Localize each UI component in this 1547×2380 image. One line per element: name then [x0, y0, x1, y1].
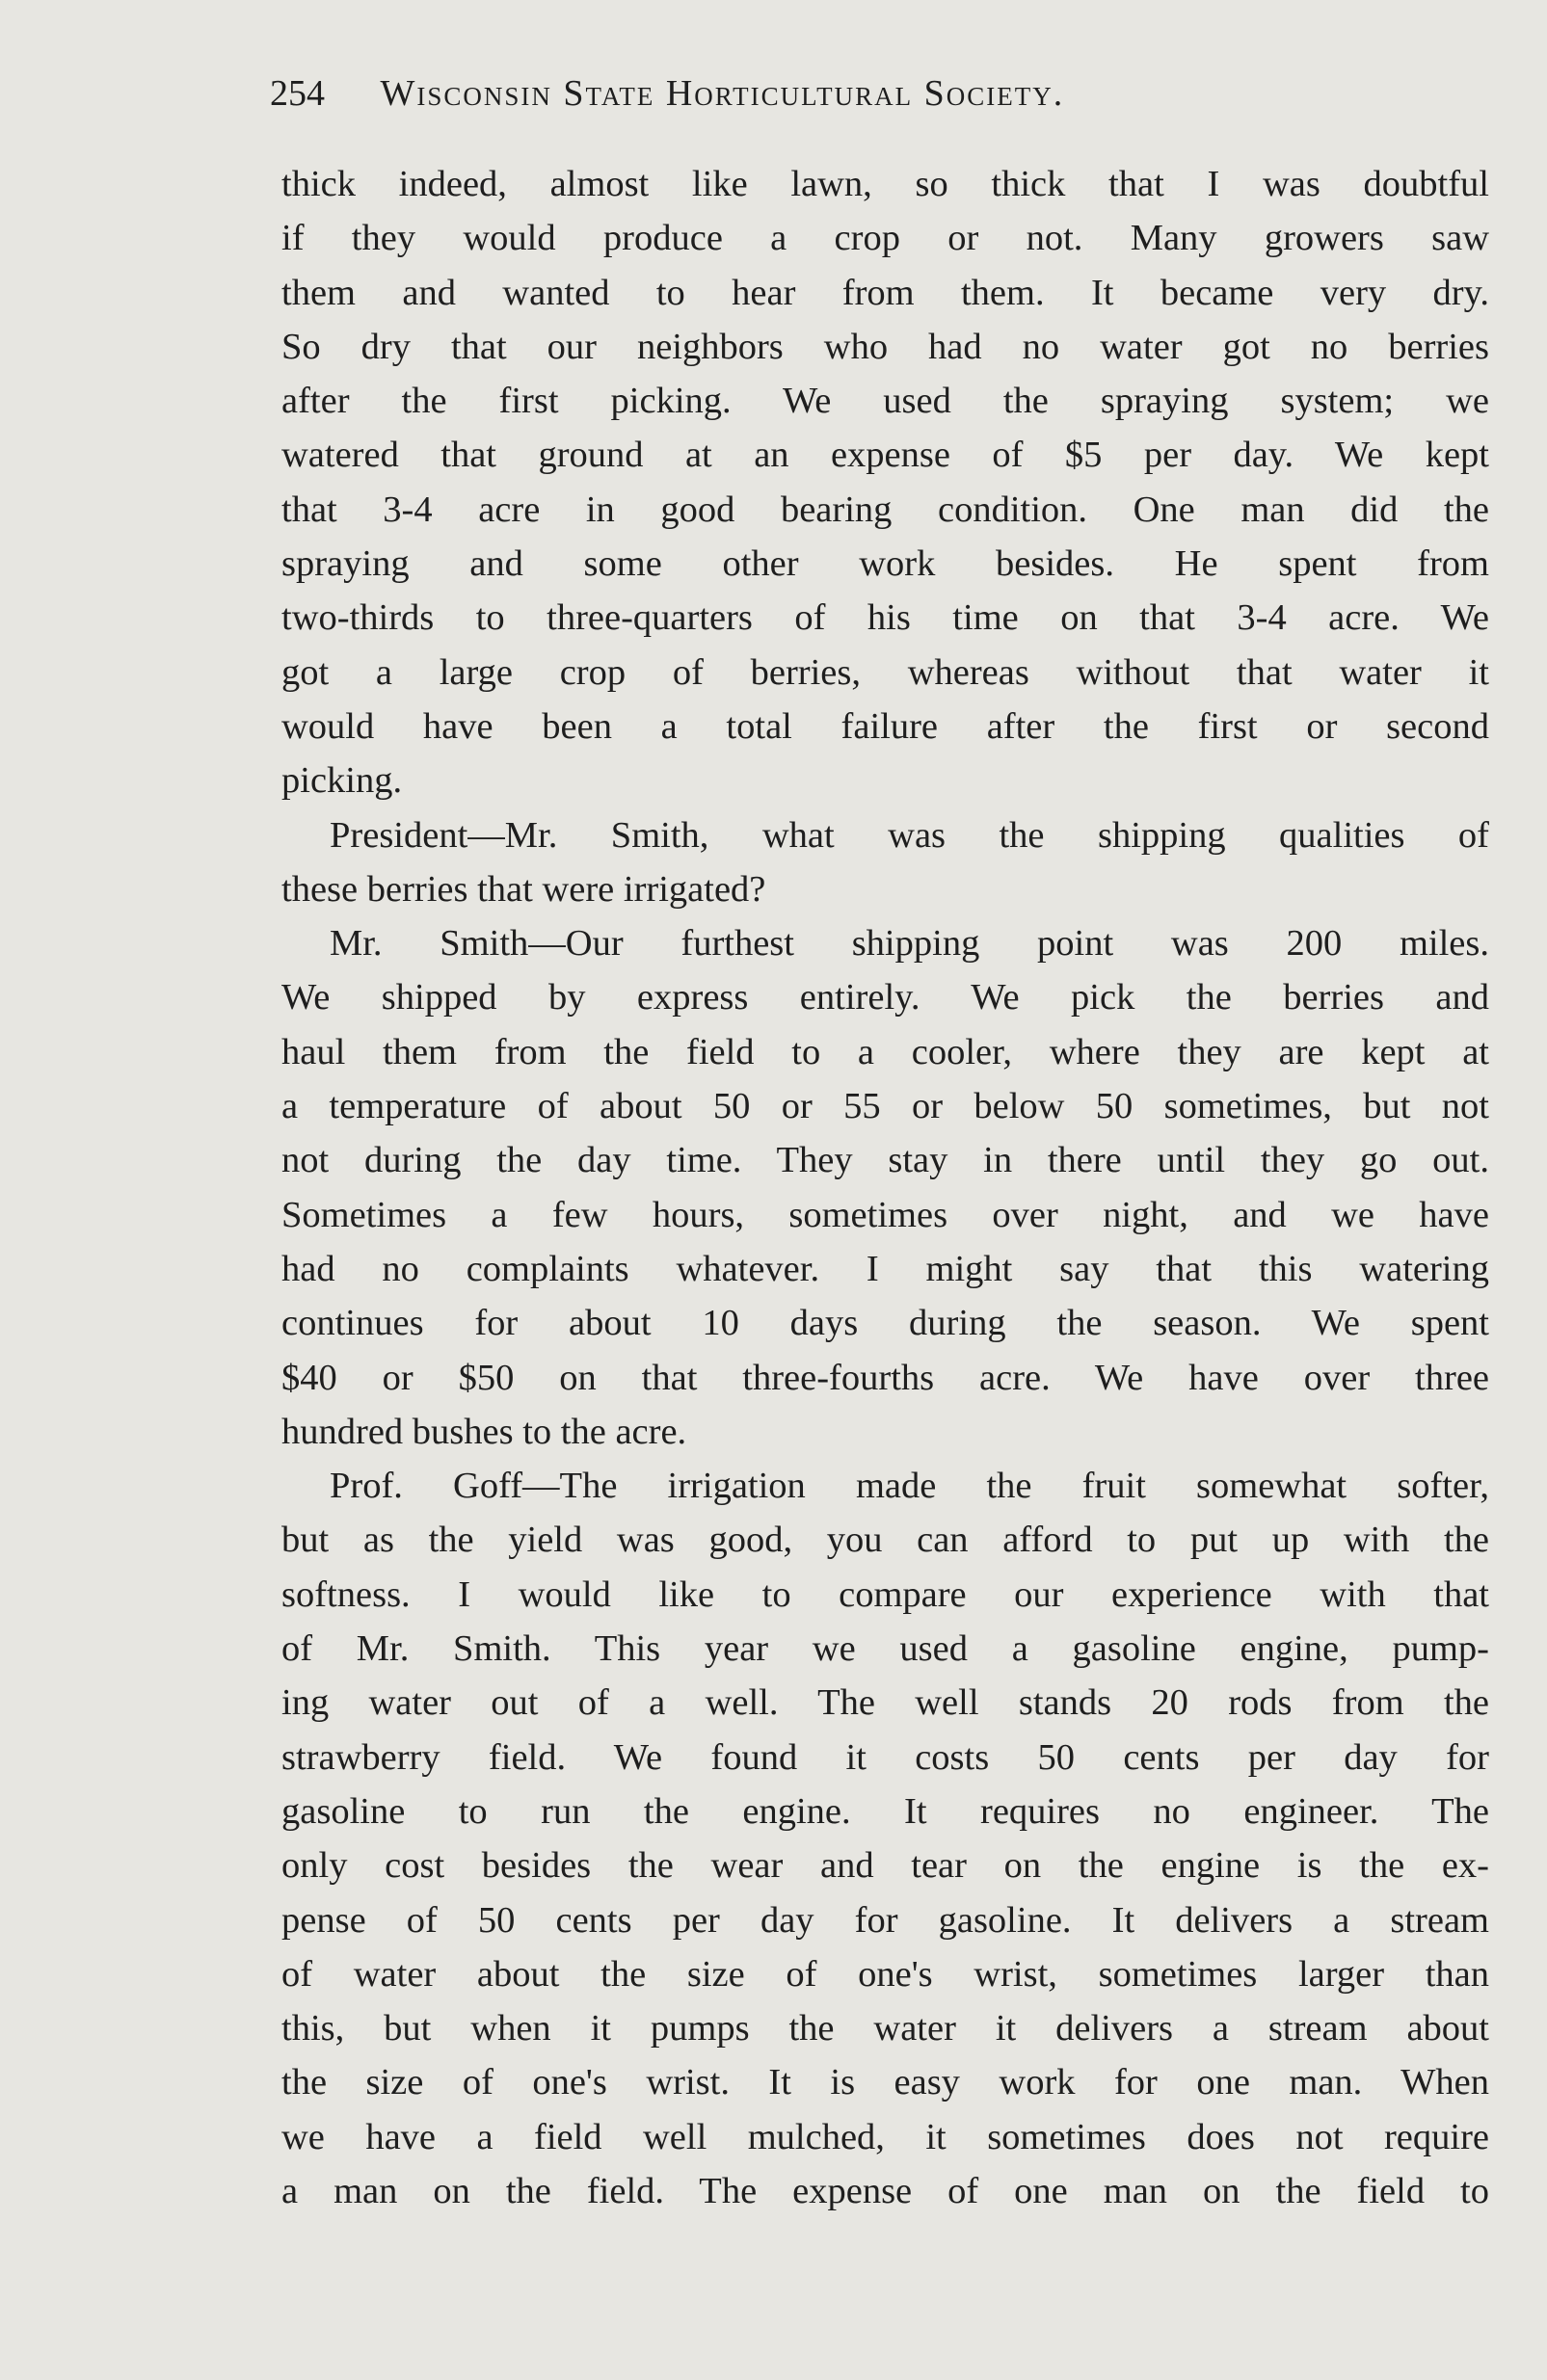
text-line: that 3-4 acre in good bearing condition. One man did the — [281, 489, 1489, 530]
text-line: gasoline to run the engine. It requires no engineer. The — [281, 1790, 1489, 1832]
text-line: haul them from the field to a cooler, where they are kept at — [281, 1031, 1489, 1072]
text-line: had no complaints whatever. I might say that this watering — [281, 1248, 1489, 1289]
body-text — [281, 157, 1489, 2218]
text-line: we have a field well mulched, it sometimes does not require — [281, 2116, 1489, 2157]
text-line: the size of one's wrist. It is easy work for one man. When — [281, 2062, 1489, 2103]
text-line: picking. — [281, 760, 403, 802]
running-title: Wisconsin State Horticultural Society. — [380, 73, 1065, 114]
text-line: Mr. Smith—Our furthest shipping point was 200 miles. — [330, 923, 1489, 965]
text-line: after the first picking. We used the spraying system; we — [281, 381, 1489, 422]
text-line: these berries that were irrigated? — [281, 868, 766, 910]
text-line: $40 or $50 on that three-fourths acre. We have over three — [281, 1357, 1489, 1398]
text-line: Sometimes a few hours, sometimes over night, and we have — [281, 1194, 1489, 1235]
page-header — [270, 69, 1349, 118]
text-line: pense of 50 cents per day for gasoline. It delivers a stream — [281, 1899, 1489, 1941]
text-line: but as the yield was good, you can afford to put up with the — [281, 1520, 1489, 1561]
text-line: got a large crop of berries, whereas without that water it — [281, 651, 1489, 693]
text-line: softness. I would like to compare our experience with that — [281, 1573, 1489, 1615]
text-line: if they would produce a crop or not. Many growers saw — [281, 218, 1489, 259]
text-line: this, but when it pumps the water it delivers a stream about — [281, 2008, 1489, 2049]
text-line: So dry that our neighbors who had no water got no berries — [281, 326, 1489, 367]
text-line: watered that ground at an expense of $5 per day. We kept — [281, 435, 1489, 476]
text-line: them and wanted to hear from them. It became very dry. — [281, 272, 1489, 313]
text-line: spraying and some other work besides. He spent from — [281, 543, 1489, 585]
text-line: only cost besides the wear and tear on the engine is the ex- — [281, 1845, 1489, 1887]
text-line: of water about the size of one's wrist, sometimes larger than — [281, 1953, 1489, 1995]
text-line: President—Mr. Smith, what was the shipping qualities of — [330, 814, 1489, 856]
text-line: not during the day time. They stay in there until they go out. — [281, 1140, 1489, 1181]
text-line: would have been a total failure after the first or second — [281, 705, 1489, 747]
text-line: Prof. Goff—The irrigation made the fruit somewhat softer, — [330, 1466, 1489, 1507]
text-line: two-thirds to three-quarters of his time on that 3-4 acre. We — [281, 597, 1489, 639]
text-line: strawberry field. We found it costs 50 cents per day for — [281, 1736, 1489, 1778]
text-line: continues for about 10 days during the season. We spent — [281, 1303, 1489, 1344]
text-line: a temperature of about 50 or 55 or below 50 sometimes, but not — [281, 1086, 1489, 1127]
text-line: a man on the field. The expense of one man on the field to — [281, 2170, 1489, 2211]
text-line: ing water out of a well. The well stands 20 rods from the — [281, 1682, 1489, 1724]
text-line: We shipped by express entirely. We pick the berries and — [281, 977, 1489, 1018]
page-number: 254 — [270, 73, 325, 114]
text-line: thick indeed, almost like lawn, so thick that I was doubtful — [281, 164, 1489, 204]
text-line: of Mr. Smith. This year we used a gasoline engine, pump- — [281, 1628, 1489, 1670]
text-line: hundred bushes to the acre. — [281, 1411, 687, 1452]
